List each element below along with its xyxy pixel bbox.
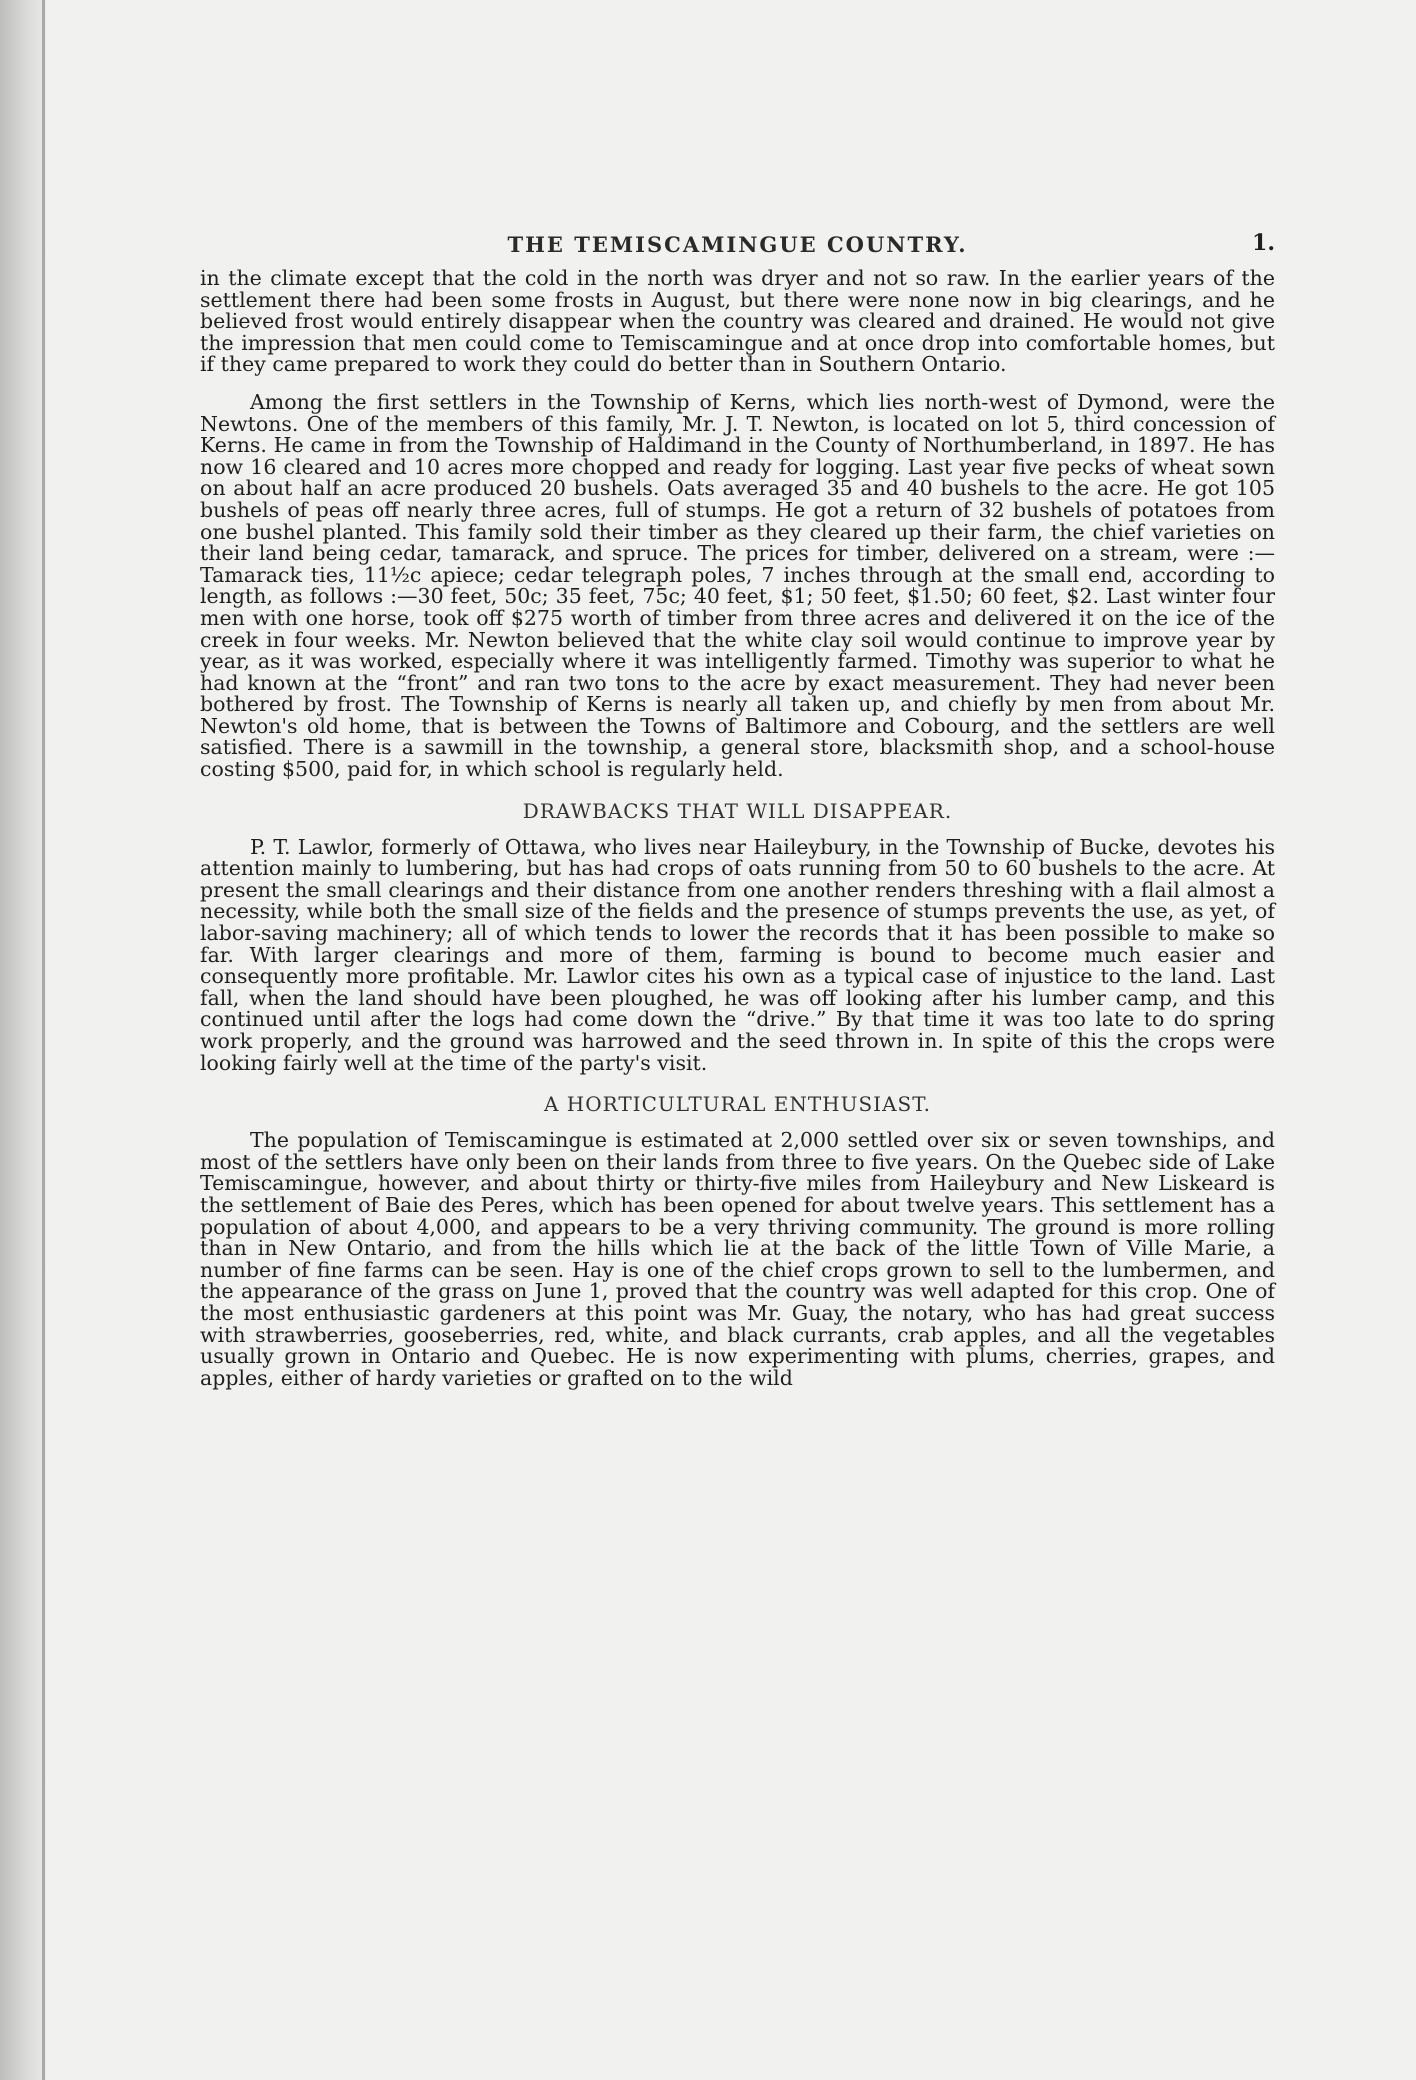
- paragraph-climate: in the climate except that the cold in the north was dryer and not so raw. In the earlier years of the settlement there had been some frosts in August, but there were none now in big clearings, and he believed frost would entirely disappear when the country was cleared and drained. He would not give the impression that men could come to Temiscamingue and at once drop into comfortable homes, but if they came prepared to work they could do better than in Southern Ontario.: [200, 266, 1275, 377]
- running-head: [200, 222, 1275, 268]
- paragraph-newtons: Among the first settlers in the Township of Kerns, which lies north-west of Dymond, were the Newtons. One of the members of this family, Mr. J. T. Newton, is located on lot 5, third concession of Kerns. He came in from the Township of Haldimand in the County of Northumberland, in 1897. He has now 16 cleared and 10 acres more chopped and ready for logging. Last year five pecks of wheat sown on about half an acre produced 20 bushels. Oats averaged 35 and 40 bushels to the acre. He got 105 bushels of peas off nearly three acres, full of stumps. He got a return of 32 bushels of potatoes from one bushel planted. This family sold their timber as they cleared up their farm, the chief varieties on their land being cedar, tamarack, and spruce. The prices for timber, delivered on a stream, were :—Tamarack ties, 11½c apiece; cedar telegraph poles, 7 inches through at the small end, according to length, as follows :—30 feet, 50c; 35 feet, 75c; 40 feet, $1; 50 feet, $1.50; 60 feet, $2. Last winter four men with one horse, took off $275 worth of timber from three acres and delivered it on the ice of the creek in four weeks. Mr. Newton believed that the white clay soil would continue to improve year by year, as it was worked, especially where it was intelligently farmed. Timothy was superior to what he had known at the “front” and ran two tons to the acre by exact measurement. They had never been bothered by frost. The Township of Kerns is nearly all taken up, and chiefly by men from about Mr. Newton's old home, that is between the Towns of Baltimore and Cobourg, and the settlers are well satisfied. There is a sawmill in the township, a general store, blacksmith shop, and a school-house costing $500, paid for, in which school is regularly held.: [200, 389, 1275, 782]
- book-binding-shadow: [0, 0, 46, 2080]
- running-title: THE TEMISCAMINGUE COUNTRY.: [507, 232, 968, 257]
- page-content: [200, 222, 1275, 2042]
- paragraph-population: The population of Temiscamingue is estimated at 2,000 settled over six or seven townships, and most of the settlers have only been on their lands from three to five years. On the Quebec side of Lake Temiscamingue, however, and about thirty or thirty-five miles from Haileybury and New Liskeard is the settlement of Baie des Peres, which has been opened for about twelve years. This settlement has a population of about 4,000, and appears to be a very thriving community. The ground is more rolling than in New Ontario, and from the hills which lie at the back of the little Town of Ville Marie, a number of fine farms can be seen. Hay is one of the chief crops grown to sell to the lumbermen, and the appearance of the grass on June 1, proved that the country was well adapted for this crop. One of the most enthusiastic gardeners at this point was Mr. Guay, the notary, who has had great success with strawberries, gooseberries, red, white, and black currants, crab apples, and all the vegetables usually grown in Ontario and Quebec. He is now experimenting with plums, cherries, grapes, and apples, either of hardy varieties or grafted on to the wild: [200, 1128, 1275, 1390]
- section-heading-horticultural: A HORTICULTURAL ENTHUSIAST.: [544, 1092, 931, 1117]
- section-heading-drawbacks: DRAWBACKS THAT WILL DISAPPEAR.: [522, 798, 953, 823]
- page-number: 1․: [1252, 230, 1275, 256]
- binding-edge-line: [42, 0, 45, 2080]
- body-text: [200, 268, 1275, 1389]
- paragraph-lawlor: P. T. Lawlor, formerly of Ottawa, who lives near Haileybury, in the Township of Bucke, devotes his attention mainly to lumbering, but has had crops of oats running from 50 to 60 bushels to the acre. At present the small clearings and their distance from one another renders threshing with a flail almost a necessity, while both the small size of the fields and the presence of stumps prevents the use, as yet, of labor-saving machinery; all of which tends to lower the records that it has been possible to make so far. With larger clearings and more of them, farming is bound to become much easier and consequently more profitable. Mr. Lawlor cites his own as a typical case of injustice to the land. Last fall, when the land should have been ploughed, he was off looking after his lumber camp, and this continued until after the logs had come down the “drive.” By that time it was too late to do spring work properly, and the ground was harrowed and the seed thrown in. In spite of this the crops were looking fairly well at the time of the party's visit.: [200, 834, 1275, 1075]
